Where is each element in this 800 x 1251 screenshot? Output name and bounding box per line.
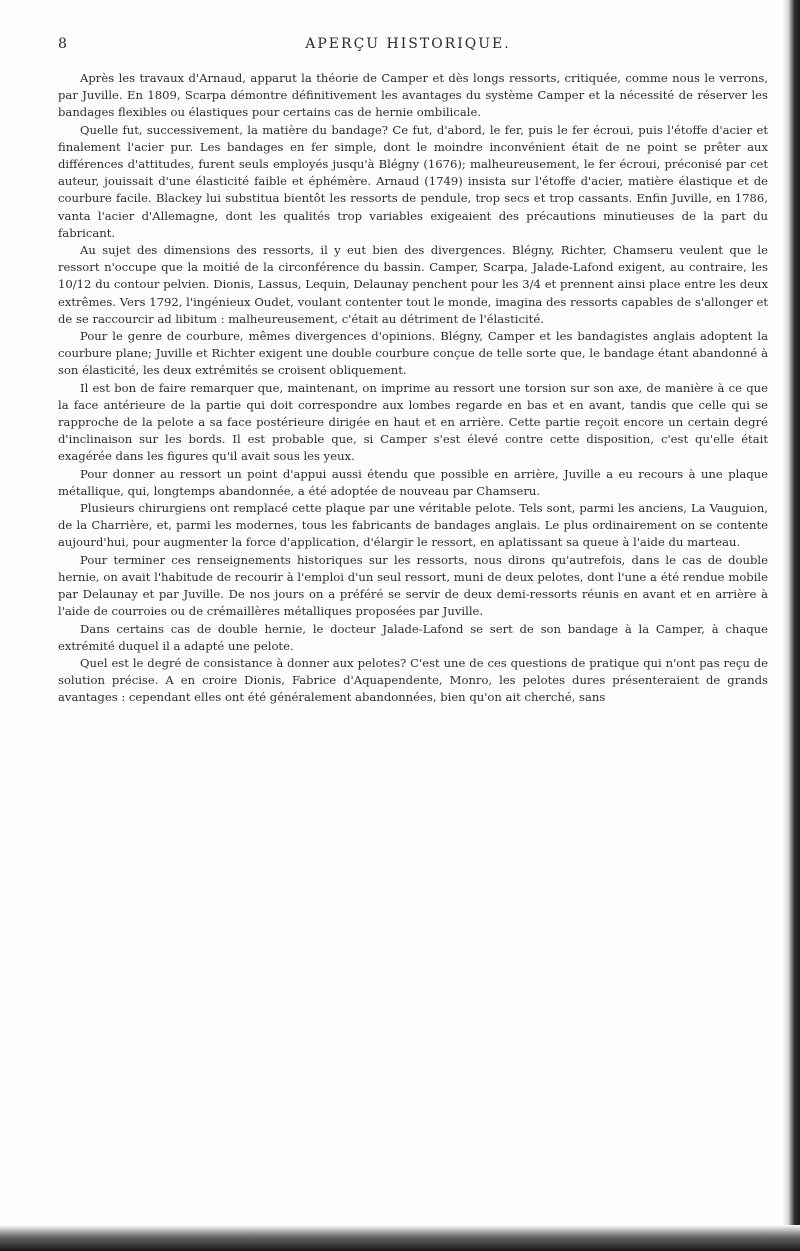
paragraph-5: Il est bon de faire remarquer que, maintenant, on imprime au ressort une torsion sur son axe, de manière à ce que la face antérieure de la partie qui doit correspondre aux lombes regarde en bas et en avant, tandis que celle qui se rapproche de la pelote a sa face postérieure dirigée en haut et en arrière. Cette partie reçoit encore un certain degré d'inclinaison sur les bords. Il est probable que, si Camper s'est élevé contre cette disposition, c'est qu'elle était exagérée dans les figures qu'il avait sous les yeux.	[58, 380, 768, 464]
paragraph-1: Après les travaux d'Arnaud, apparut la théorie de Camper et dès longs ressorts, critiquée, comme nous le verrons, par Juville. En 1809, Scarpa démontre définitivement les avantages du système Camper et la nécessité de réserver les bandages flexibles ou élastiques pour certains cas de hernie ombilicale.	[58, 71, 768, 120]
page-edge-shadow	[782, 0, 800, 1251]
page-bottom-shadow	[0, 1225, 800, 1251]
page-header	[58, 36, 758, 60]
paragraph-2: Quelle fut, successivement, la matière du bandage? Ce fut, d'abord, le fer, puis le fer écroui, puis l'étoffe d'acier et finalement l'acier pur. Les bandages en fer simple, dont le moindre inconvénient était de ne point se prêter aux différences d'attitudes, furent seuls employés jusqu'à Blégny (1676); malheureusement, le fer écroui, préconisé par cet auteur, jouissait d'une élasticité faible et éphémère. Arnaud (1749) insista sur l'étoffe d'acier, matière élastique et de courbure facile. Blackey lui substitua bientôt les ressorts de pendule, trop secs et trop cassants. Enfin Juville, en 1786, vanta l'acier d'Allemagne, dont les qualités trop variables exigeaient des précautions minutieuses de la part du fabricant.	[58, 122, 768, 240]
body-text	[58, 70, 768, 707]
paragraph-9: Dans certains cas de double hernie, le docteur Jalade-Lafond se sert de son bandage à la Camper, à chaque extrémité duquel il a adapté une pelote.	[58, 621, 768, 653]
paragraph-8: Pour terminer ces renseignements historiques sur les ressorts, nous dirons qu'autrefois, dans le cas de double hernie, on avait l'habitude de recourir à l'emploi d'un seul ressort, muni de deux pelotes, dont l'une a été rendue mobile par Delaunay et par Juville. De nos jours on a préféré se servir de deux demi-ressorts réunis en avant et en arrière à l'aide de courroies ou de crémaillères métalliques proposées par Juville.	[58, 552, 768, 619]
paragraph-6: Pour donner au ressort un point d'appui aussi étendu que possible en arrière, Juville a eu recours à une plaque métallique, qui, longtemps abandonnée, a été adoptée de nouveau par Chamseru.	[58, 466, 768, 498]
paragraph-10: Quel est le degré de consistance à donner aux pelotes? C'est une de ces questions de pratique qui n'ont pas reçu de solution précise. A en croire Dionis, Fabrice d'Aquapendente, Monro, les pelotes dures présenteraient de grands avantages : cependant elles ont été généralement abandonnées, bien qu'on ait cherché, sans	[58, 655, 768, 705]
page-number: 8	[58, 36, 69, 52]
paragraph-7: Plusieurs chirurgiens ont remplacé cette plaque par une véritable pelote. Tels sont, parmi les anciens, La Vauguion, de la Charrière, et, parmi les modernes, tous les fabricants de bandages anglais. Le plus ordinairement on se contente aujourd'hui, pour augmenter la force d'application, d'élargir le ressort, en aplatissant sa queue à l'aide du marteau.	[58, 501, 768, 550]
paragraph-4: Pour le genre de courbure, mêmes divergences d'opinions. Blégny, Camper et les bandagistes anglais adoptent la courbure plane; Juville et Richter exigent une double courbure conçue de telle sorte que, le bandage étant abandonné à son élasticité, les deux extrémités se croisent obliquement.	[58, 329, 768, 378]
paragraph-3: Au sujet des dimensions des ressorts, il y eut bien des divergences. Blégny, Richter, Chamseru veulent que le ressort n'occupe que la moitié de la circonférence du bassin. Camper, Scarpa, Jalade-Lafond exigent, au contraire, les 10/12 du contour pelvien. Dionis, Lassus, Lequin, Delaunay penchent pour les 3/4 et prennent ainsi place entre les deux extrêmes. Vers 1792, l'ingénieux Oudet, voulant contenter tout le monde, imagina des ressorts capables de s'allonger et de se raccourcir ad libitum : malheureusement, c'était au détriment de l'élasticité.	[58, 243, 768, 326]
running-title: APERÇU HISTORIQUE.	[305, 36, 511, 52]
